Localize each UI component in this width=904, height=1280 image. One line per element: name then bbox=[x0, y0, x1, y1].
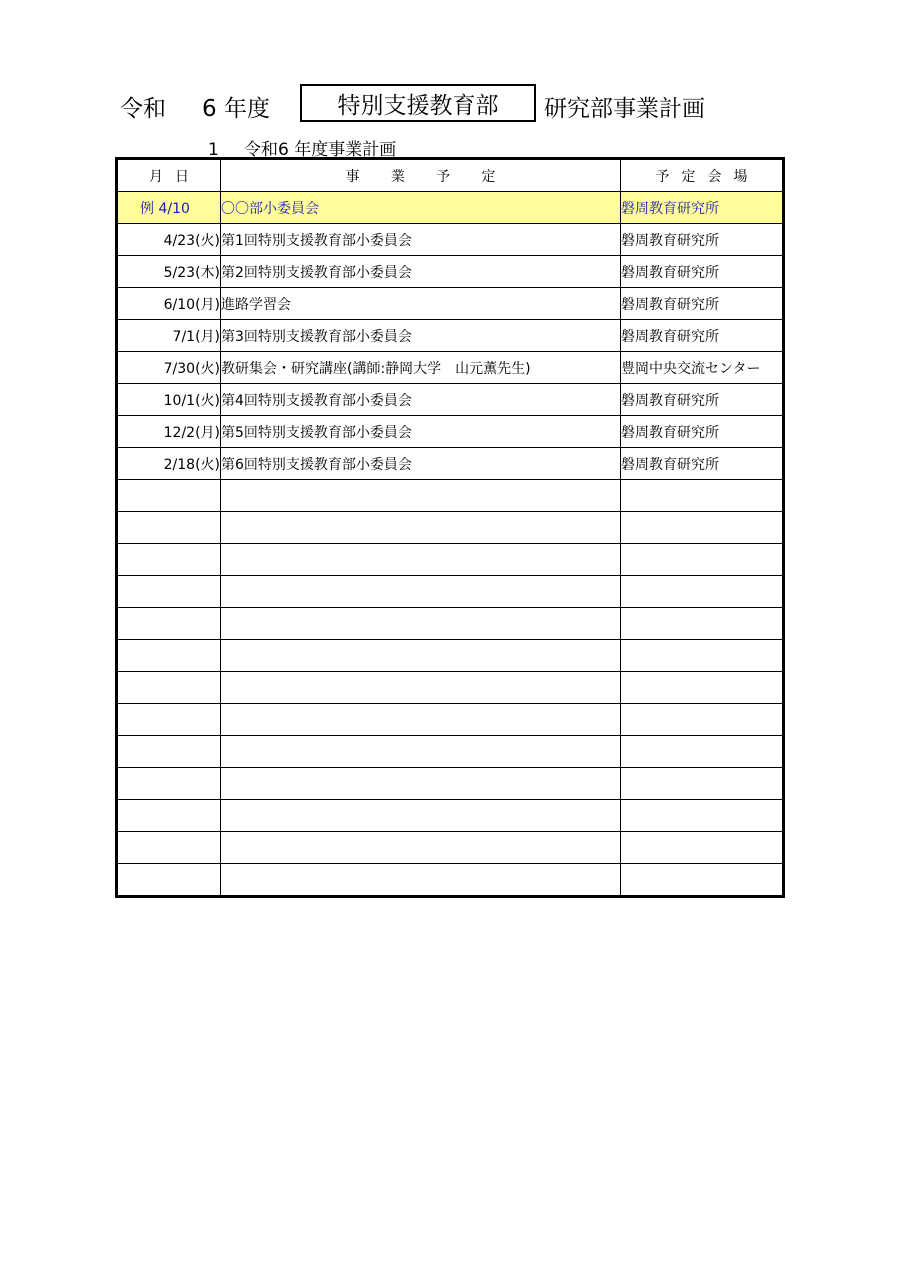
header-event: 事 業 予 定 bbox=[221, 159, 621, 192]
table-row bbox=[117, 256, 784, 288]
example-date: 例 4/10 bbox=[117, 192, 221, 224]
cell-date: 7/30(火) bbox=[117, 352, 221, 384]
title-suffix: 研究部事業計画 bbox=[544, 96, 705, 122]
empty-cell-date bbox=[117, 672, 221, 704]
empty-table-row bbox=[117, 832, 784, 864]
empty-table-row bbox=[117, 768, 784, 800]
cell-date: 2/18(火) bbox=[117, 448, 221, 480]
header-date: 月 日 bbox=[117, 159, 221, 192]
empty-table-row bbox=[117, 576, 784, 608]
section-title: 令和6 年度事業計画 bbox=[244, 140, 397, 160]
empty-cell-event bbox=[221, 864, 621, 897]
table-row bbox=[117, 448, 784, 480]
cell-date: 10/1(火) bbox=[117, 384, 221, 416]
empty-cell-event bbox=[221, 576, 621, 608]
empty-cell-event bbox=[221, 800, 621, 832]
table-row bbox=[117, 384, 784, 416]
empty-cell-date bbox=[117, 768, 221, 800]
title-year: 6 年度 bbox=[202, 96, 270, 122]
empty-table-row bbox=[117, 480, 784, 512]
cell-venue: 磐周教育研究所 bbox=[621, 288, 784, 320]
table-row bbox=[117, 352, 784, 384]
empty-cell-date bbox=[117, 576, 221, 608]
empty-cell-venue bbox=[621, 480, 784, 512]
empty-cell-venue bbox=[621, 672, 784, 704]
empty-table-row bbox=[117, 800, 784, 832]
empty-cell-venue bbox=[621, 832, 784, 864]
empty-cell-venue bbox=[621, 512, 784, 544]
empty-table-row bbox=[117, 704, 784, 736]
section-number: 1 bbox=[208, 140, 219, 160]
empty-cell-event bbox=[221, 768, 621, 800]
empty-cell-event bbox=[221, 512, 621, 544]
empty-cell-date bbox=[117, 800, 221, 832]
cell-venue: 磐周教育研究所 bbox=[621, 256, 784, 288]
empty-table-row bbox=[117, 736, 784, 768]
cell-date: 12/2(月) bbox=[117, 416, 221, 448]
empty-cell-event bbox=[221, 544, 621, 576]
cell-venue: 磐周教育研究所 bbox=[621, 224, 784, 256]
empty-cell-event bbox=[221, 832, 621, 864]
cell-venue: 豊岡中央交流センター bbox=[621, 352, 784, 384]
empty-table-row bbox=[117, 512, 784, 544]
table-row bbox=[117, 320, 784, 352]
empty-table-row bbox=[117, 608, 784, 640]
table-header-row bbox=[117, 159, 784, 192]
empty-cell-date bbox=[117, 608, 221, 640]
table-row bbox=[117, 288, 784, 320]
empty-table-row bbox=[117, 640, 784, 672]
department-name: 特別支援教育部 bbox=[337, 92, 499, 119]
cell-date: 6/10(月) bbox=[117, 288, 221, 320]
empty-cell-venue bbox=[621, 704, 784, 736]
empty-cell-venue bbox=[621, 608, 784, 640]
empty-cell-event bbox=[221, 672, 621, 704]
empty-cell-event bbox=[221, 608, 621, 640]
header-venue: 予 定 会 場 bbox=[621, 159, 784, 192]
empty-table-row bbox=[117, 672, 784, 704]
table-row bbox=[117, 224, 784, 256]
cell-venue: 磐周教育研究所 bbox=[621, 320, 784, 352]
empty-table-row bbox=[117, 544, 784, 576]
empty-cell-date bbox=[117, 640, 221, 672]
event-plan-table bbox=[115, 157, 785, 898]
cell-date: 7/1(月) bbox=[117, 320, 221, 352]
empty-cell-venue bbox=[621, 640, 784, 672]
cell-event: 第3回特別支援教育部小委員会 bbox=[221, 320, 621, 352]
cell-event: 第2回特別支援教育部小委員会 bbox=[221, 256, 621, 288]
table-row bbox=[117, 416, 784, 448]
empty-cell-date bbox=[117, 704, 221, 736]
empty-cell-venue bbox=[621, 576, 784, 608]
cell-event: 第6回特別支援教育部小委員会 bbox=[221, 448, 621, 480]
cell-event: 第4回特別支援教育部小委員会 bbox=[221, 384, 621, 416]
empty-cell-venue bbox=[621, 736, 784, 768]
empty-cell-event bbox=[221, 704, 621, 736]
empty-cell-date bbox=[117, 736, 221, 768]
empty-cell-venue bbox=[621, 800, 784, 832]
empty-cell-event bbox=[221, 736, 621, 768]
cell-event: 教研集会・研究講座(講師:静岡大学 山元薫先生) bbox=[221, 352, 621, 384]
cell-date: 4/23(火) bbox=[117, 224, 221, 256]
example-event: 〇〇部小委員会 bbox=[221, 192, 621, 224]
empty-cell-date bbox=[117, 480, 221, 512]
title-era: 令和 bbox=[120, 96, 166, 122]
page-title bbox=[120, 84, 800, 124]
example-row bbox=[117, 192, 784, 224]
cell-event: 進路学習会 bbox=[221, 288, 621, 320]
cell-event: 第5回特別支援教育部小委員会 bbox=[221, 416, 621, 448]
empty-cell-venue bbox=[621, 544, 784, 576]
cell-venue: 磐周教育研究所 bbox=[621, 384, 784, 416]
empty-cell-date bbox=[117, 512, 221, 544]
empty-cell-event bbox=[221, 480, 621, 512]
empty-cell-date bbox=[117, 864, 221, 897]
example-venue: 磐周教育研究所 bbox=[621, 192, 784, 224]
empty-cell-event bbox=[221, 640, 621, 672]
empty-cell-date bbox=[117, 544, 221, 576]
empty-cell-venue bbox=[621, 864, 784, 897]
empty-cell-date bbox=[117, 832, 221, 864]
cell-venue: 磐周教育研究所 bbox=[621, 416, 784, 448]
cell-date: 5/23(木) bbox=[117, 256, 221, 288]
empty-table-row bbox=[117, 864, 784, 897]
cell-venue: 磐周教育研究所 bbox=[621, 448, 784, 480]
cell-event: 第1回特別支援教育部小委員会 bbox=[221, 224, 621, 256]
department-name-box bbox=[300, 84, 536, 122]
empty-cell-venue bbox=[621, 768, 784, 800]
